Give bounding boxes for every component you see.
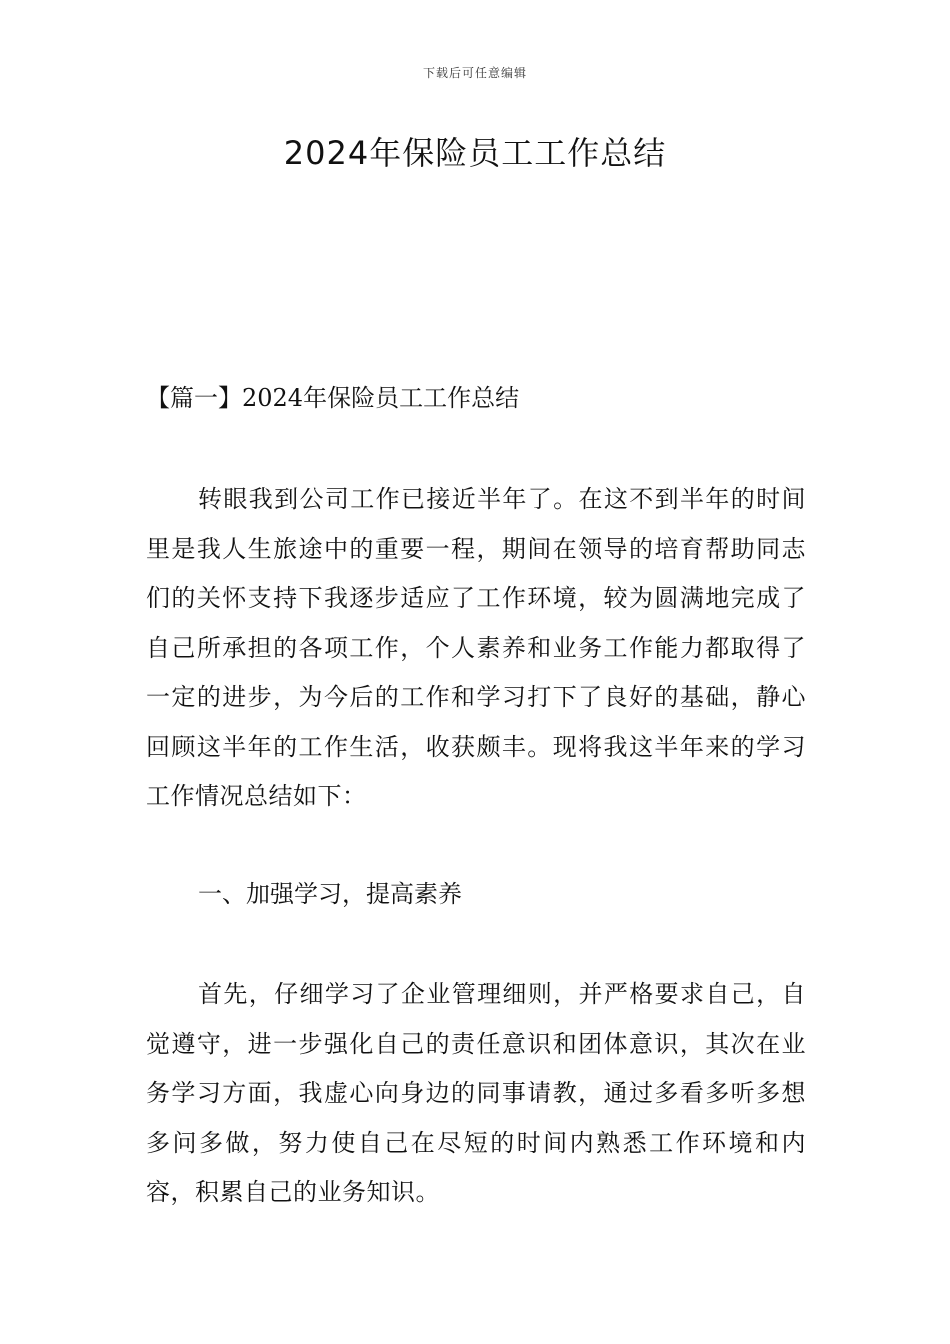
header-note: 下载后可任意编辑 — [422, 66, 527, 80]
section-heading: 【篇一】2024年保险员工工作总结 — [146, 384, 520, 412]
body-paragraph-1: 转眼我到公司工作已接近半年了。在这不到半年的时间里是我人生旅途中的重要一程，期间在领导的培育帮助同志们的关怀支持下我逐步适应了工作环境，较为圆满地完成了自己所承担的各项工作，个人素养和业务工作能力都取得了一定的进步，为今后的工作和学习打下了良好的基础，静心回顾这半年的工作生活，收获颇丰。现将我这半年来的学习工作情况总结如下： — [146, 485, 806, 810]
body-paragraph-2: 首先，仔细学习了企业管理细则，并严格要求自己，自觉遵守，进一步强化自己的责任意识和团体意识，其次在业务学习方面，我虚心向身边的同事请教，通过多看多听多想多问多做，努力使自己在尽短的时间内熟悉工作环境和内容，积累自己的业务知识。 — [146, 980, 806, 1206]
document-title: 2024年保险员工工作总结 — [283, 134, 667, 172]
subheading-1: 一、加强学习，提高素养 — [198, 880, 462, 908]
